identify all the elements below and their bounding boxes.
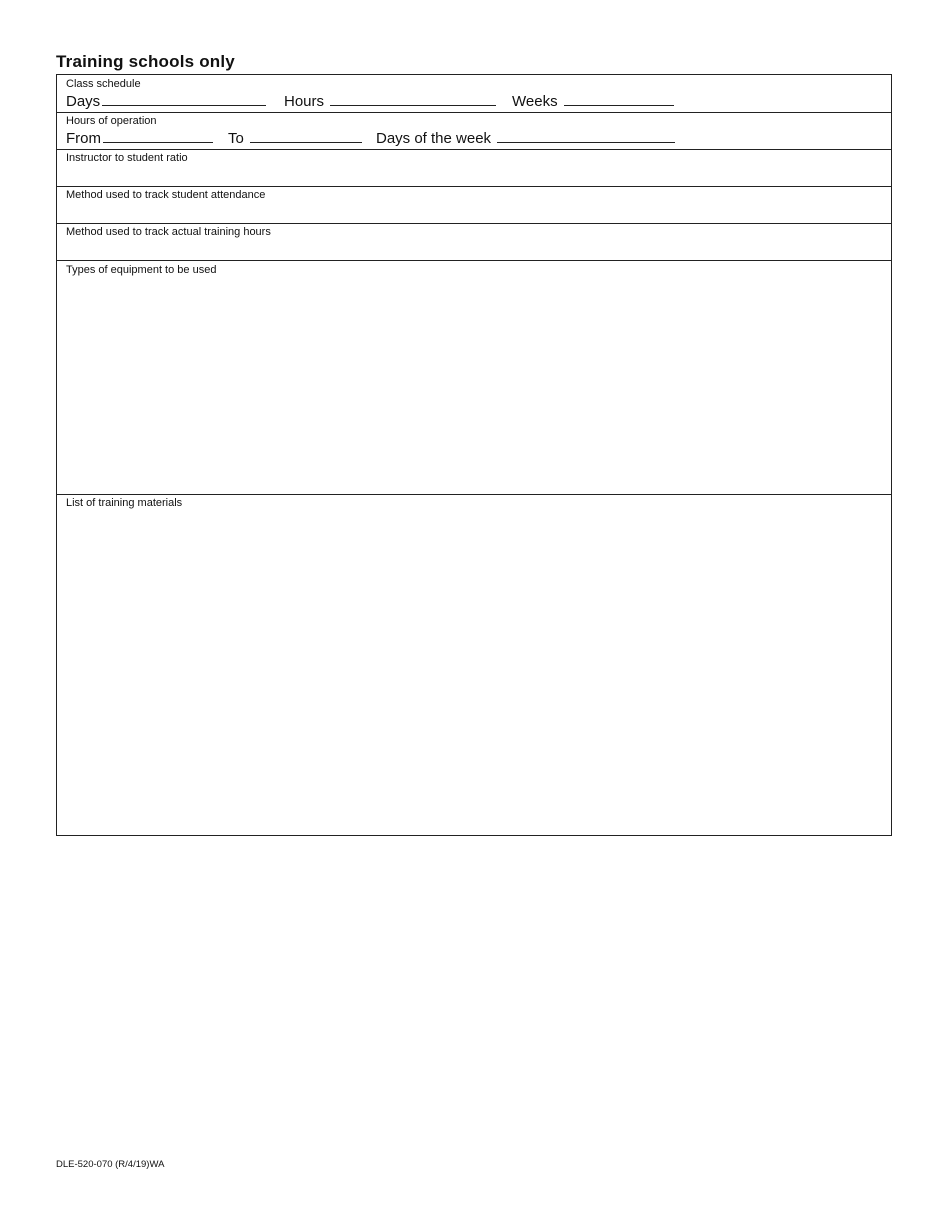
equipment-row[interactable] <box>57 261 891 495</box>
days-field <box>66 92 266 110</box>
weeks-field <box>512 92 674 110</box>
to-label: To <box>228 130 244 147</box>
hours-of-operation-label: Hours of operation <box>66 115 157 127</box>
equipment-label: Types of equipment to be used <box>66 264 217 276</box>
days-of-week-input[interactable] <box>497 129 675 143</box>
attendance-method-label: Method used to track student attendance <box>66 189 266 201</box>
instructor-ratio-row[interactable] <box>57 149 891 187</box>
class-schedule-row <box>57 75 891 113</box>
class-schedule-label: Class schedule <box>66 78 141 90</box>
days-of-week-label: Days of the week <box>376 130 492 147</box>
days-input[interactable] <box>102 92 266 106</box>
training-materials-row[interactable] <box>57 494 891 835</box>
page-title: Training schools only <box>56 52 235 71</box>
days-of-week-field <box>376 129 675 147</box>
to-input[interactable] <box>250 129 362 143</box>
instructor-ratio-label: Instructor to student ratio <box>66 152 188 164</box>
from-field <box>66 129 213 147</box>
hours-of-operation-row <box>57 112 891 150</box>
attendance-method-row[interactable] <box>57 186 891 224</box>
to-field <box>228 129 362 147</box>
weeks-label: Weeks <box>512 93 558 110</box>
training-schools-form <box>56 74 892 836</box>
weeks-input[interactable] <box>564 92 674 106</box>
training-hours-method-label: Method used to track actual training hours <box>66 226 271 238</box>
hours-input[interactable] <box>330 92 496 106</box>
training-hours-method-row[interactable] <box>57 223 891 261</box>
training-materials-label: List of training materials <box>66 497 183 509</box>
from-input[interactable] <box>103 129 213 143</box>
form-number: DLE-520-070 (R/4/19)WA <box>56 1159 165 1170</box>
from-label: From <box>66 130 101 147</box>
hours-label: Hours <box>284 93 325 110</box>
hours-field <box>284 92 496 110</box>
days-label: Days <box>66 93 101 110</box>
